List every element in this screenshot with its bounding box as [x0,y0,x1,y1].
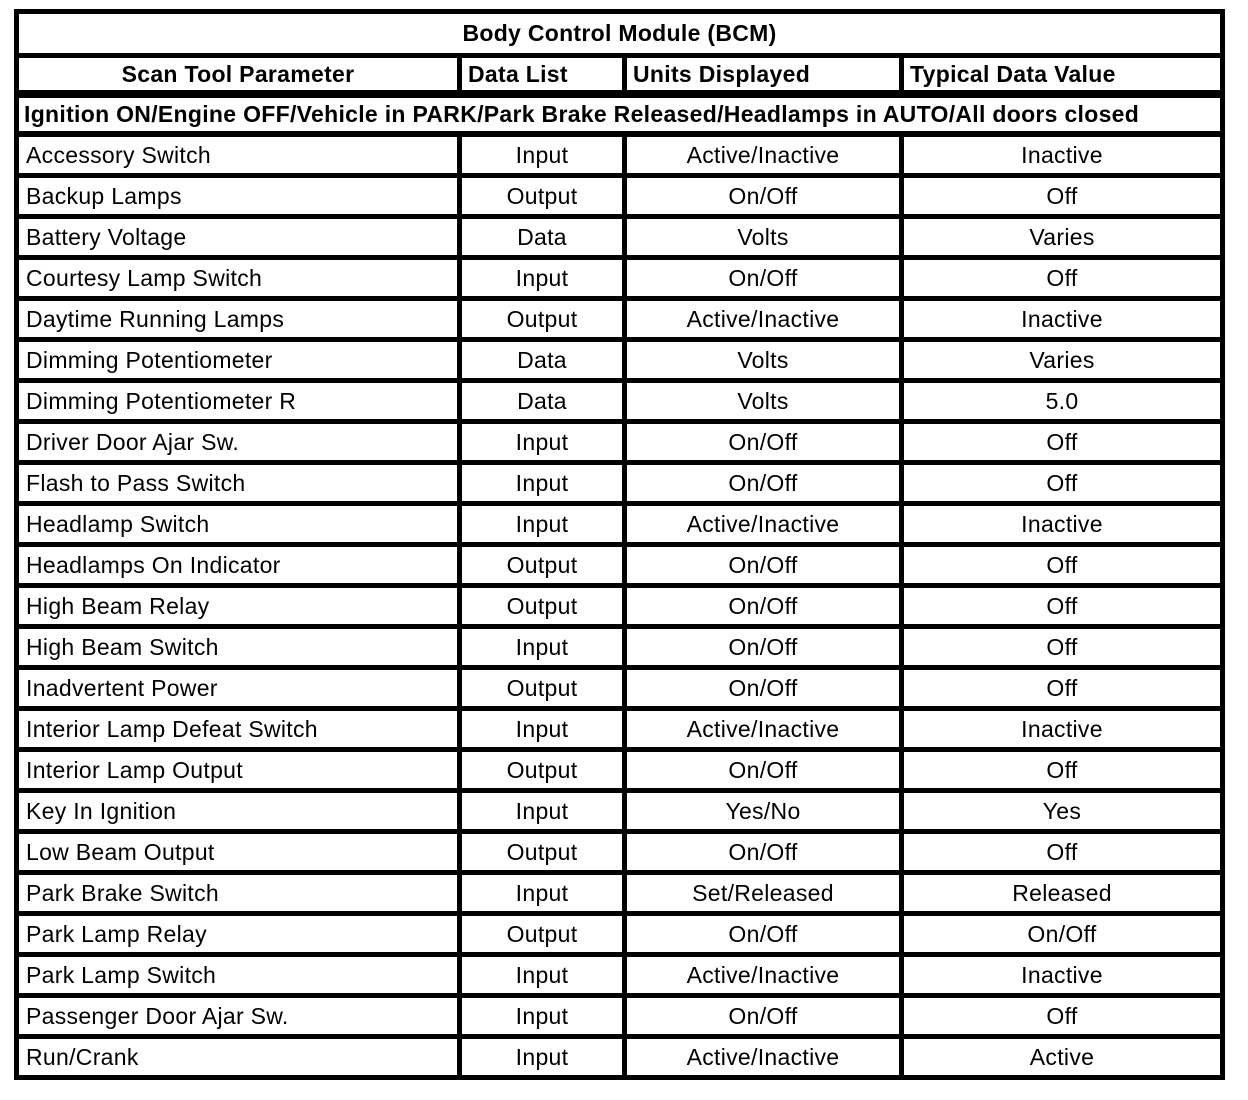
table-row [17,955,1223,996]
parameter-cell: Headlamp Switch [17,504,460,545]
units-cell: Active/Inactive [625,709,902,750]
typical-value-cell: Off [902,176,1223,217]
parameter-cell: Daytime Running Lamps [17,299,460,340]
units-cell: On/Off [625,832,902,873]
typical-value-cell: Yes [902,791,1223,832]
units-cell: On/Off [625,545,902,586]
parameter-cell: Key In Ignition [17,791,460,832]
typical-value-cell: Inactive [902,709,1223,750]
data-list-cell: Data [460,340,625,381]
typical-value-cell: Inactive [902,134,1223,176]
parameter-cell: Dimming Potentiometer [17,340,460,381]
data-list-cell: Input [460,463,625,504]
typical-value-cell: Off [902,422,1223,463]
typical-value-cell: Off [902,996,1223,1037]
units-cell: On/Off [625,627,902,668]
typical-value-cell: Off [902,463,1223,504]
units-cell: On/Off [625,914,902,955]
table-row [17,545,1223,586]
bcm-parameter-table [14,9,1225,1080]
units-cell: On/Off [625,463,902,504]
parameter-cell: Inadvertent Power [17,668,460,709]
table-row [17,627,1223,668]
test-condition-row [17,94,1223,134]
typical-value-cell: Off [902,750,1223,791]
parameter-cell: High Beam Switch [17,627,460,668]
typical-value-cell: Active [902,1037,1223,1078]
data-list-cell: Input [460,791,625,832]
table-row [17,914,1223,955]
units-cell: Active/Inactive [625,504,902,545]
column-header-scan-tool-parameter: Scan Tool Parameter [17,56,460,95]
data-list-cell: Output [460,750,625,791]
column-header-data-list: Data List [460,56,625,95]
data-list-cell: Input [460,709,625,750]
typical-value-cell: Off [902,545,1223,586]
units-cell: On/Off [625,750,902,791]
test-condition-text: Ignition ON/Engine OFF/Vehicle in PARK/Park Brake Released/Headlamps in AUTO/All doors closed [17,94,1223,134]
typical-value-cell: Inactive [902,504,1223,545]
typical-value-cell: Off [902,627,1223,668]
parameter-cell: Interior Lamp Defeat Switch [17,709,460,750]
table-row [17,504,1223,545]
units-cell: Volts [625,217,902,258]
typical-value-cell: 5.0 [902,381,1223,422]
data-list-cell: Output [460,832,625,873]
parameter-cell: Run/Crank [17,1037,460,1078]
data-list-cell: Data [460,217,625,258]
table-title-row [17,12,1223,56]
data-list-cell: Input [460,504,625,545]
typical-value-cell: Off [902,586,1223,627]
typical-value-cell: Released [902,873,1223,914]
column-header-row [17,56,1223,95]
table-row [17,340,1223,381]
column-header-units-displayed: Units Displayed [625,56,902,95]
data-list-cell: Input [460,258,625,299]
table-row [17,586,1223,627]
units-cell: Active/Inactive [625,1037,902,1078]
table-row [17,832,1223,873]
data-list-cell: Input [460,422,625,463]
table-row [17,381,1223,422]
parameter-cell: Passenger Door Ajar Sw. [17,996,460,1037]
table-body [17,134,1223,1078]
parameter-cell: Flash to Pass Switch [17,463,460,504]
units-cell: Active/Inactive [625,955,902,996]
table-row [17,791,1223,832]
table-row [17,750,1223,791]
parameter-cell: Dimming Potentiometer R [17,381,460,422]
units-cell: Yes/No [625,791,902,832]
parameter-cell: Low Beam Output [17,832,460,873]
parameter-cell: High Beam Relay [17,586,460,627]
table-title: Body Control Module (BCM) [17,12,1223,56]
typical-value-cell: Inactive [902,299,1223,340]
typical-value-cell: Varies [902,340,1223,381]
typical-value-cell: Off [902,668,1223,709]
data-list-cell: Input [460,1037,625,1078]
typical-value-cell: On/Off [902,914,1223,955]
units-cell: On/Off [625,586,902,627]
table-row [17,463,1223,504]
units-cell: Set/Released [625,873,902,914]
parameter-cell: Park Brake Switch [17,873,460,914]
data-list-cell: Output [460,914,625,955]
parameter-cell: Courtesy Lamp Switch [17,258,460,299]
typical-value-cell: Off [902,258,1223,299]
data-list-cell: Data [460,381,625,422]
data-list-cell: Output [460,668,625,709]
units-cell: On/Off [625,422,902,463]
table-row [17,134,1223,176]
units-cell: Active/Inactive [625,134,902,176]
parameter-cell: Interior Lamp Output [17,750,460,791]
units-cell: On/Off [625,996,902,1037]
parameter-cell: Battery Voltage [17,217,460,258]
parameter-cell: Driver Door Ajar Sw. [17,422,460,463]
parameter-cell: Backup Lamps [17,176,460,217]
data-list-cell: Output [460,586,625,627]
table-row [17,668,1223,709]
parameter-cell: Park Lamp Switch [17,955,460,996]
typical-value-cell: Inactive [902,955,1223,996]
units-cell: On/Off [625,668,902,709]
units-cell: On/Off [625,176,902,217]
units-cell: Volts [625,340,902,381]
table-row [17,709,1223,750]
data-list-cell: Output [460,545,625,586]
data-list-cell: Input [460,873,625,914]
units-cell: Active/Inactive [625,299,902,340]
table-row [17,299,1223,340]
column-header-typical-data-value: Typical Data Value [902,56,1223,95]
units-cell: On/Off [625,258,902,299]
table-row [17,873,1223,914]
parameter-cell: Headlamps On Indicator [17,545,460,586]
data-list-cell: Input [460,955,625,996]
table-row [17,217,1223,258]
parameter-cell: Accessory Switch [17,134,460,176]
table-row [17,1037,1223,1078]
table-row [17,176,1223,217]
table-row [17,996,1223,1037]
table-row [17,422,1223,463]
typical-value-cell: Varies [902,217,1223,258]
data-list-cell: Input [460,134,625,176]
typical-value-cell: Off [902,832,1223,873]
data-list-cell: Input [460,627,625,668]
units-cell: Volts [625,381,902,422]
data-list-cell: Output [460,176,625,217]
parameter-cell: Park Lamp Relay [17,914,460,955]
data-list-cell: Output [460,299,625,340]
table-row [17,258,1223,299]
data-list-cell: Input [460,996,625,1037]
